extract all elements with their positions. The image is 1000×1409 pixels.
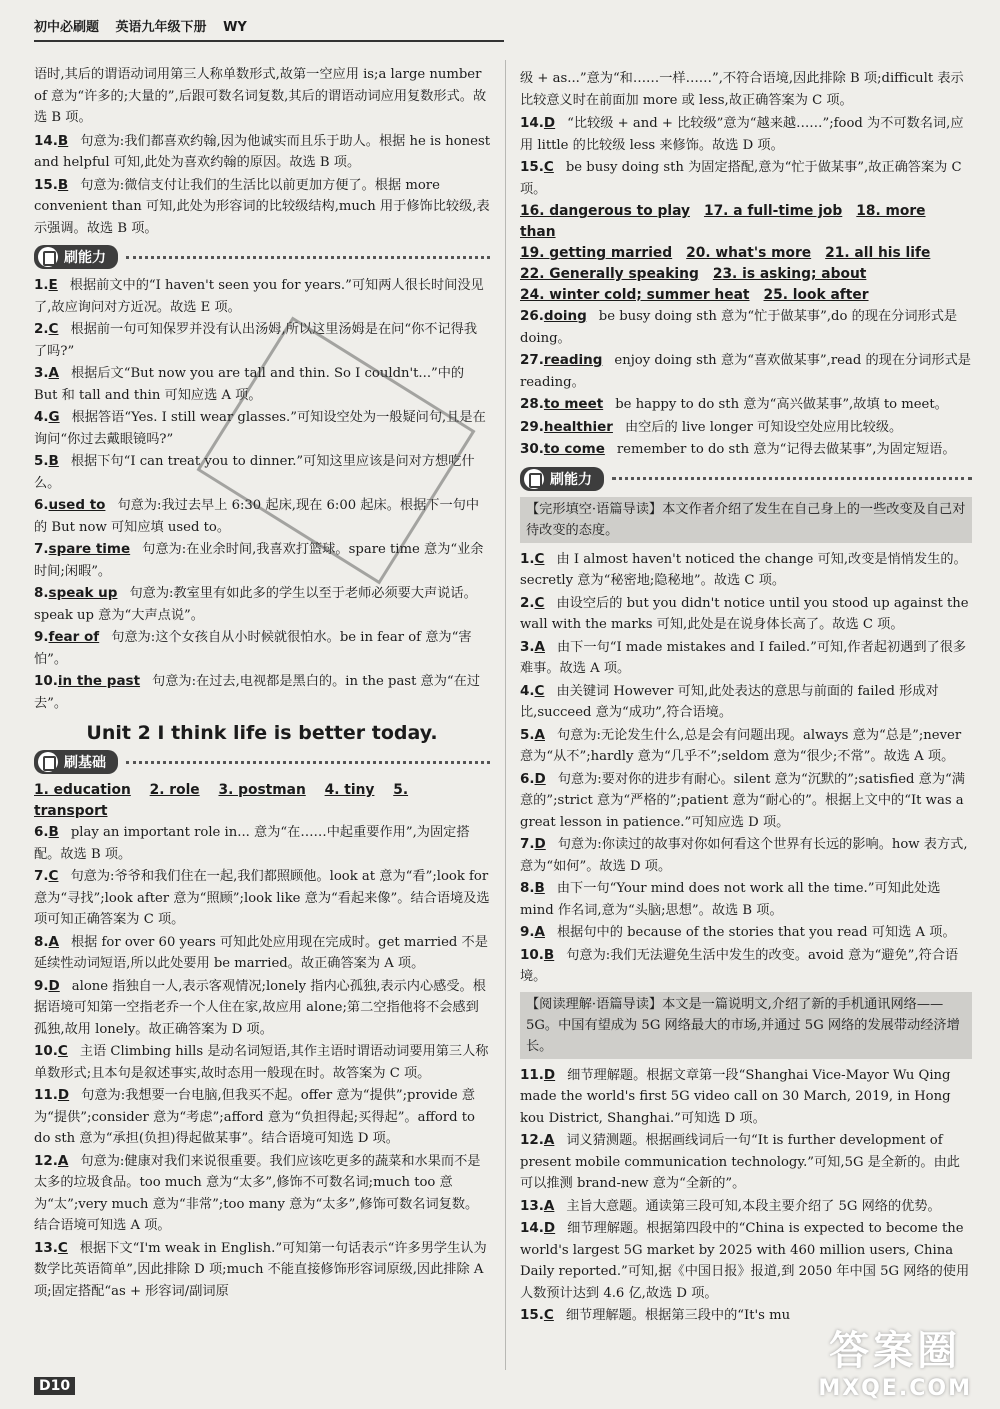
item-explanation: 根据句中的 because of the stories that you read 可知选 A 项。 xyxy=(556,925,956,940)
item-answer: A xyxy=(534,924,545,940)
answer-item xyxy=(34,175,490,240)
item-number: 3. xyxy=(520,638,535,655)
item-explanation: 由下一句“Your mind does not work all the time.”可知此处选 mind 作名词,意为“头脑;思想”。故选 B 项。 xyxy=(520,881,941,918)
answer-list-d xyxy=(520,1065,972,1327)
fill-answer: 17. a full-time job xyxy=(703,203,843,219)
dotted-rule xyxy=(126,761,490,764)
answer-item xyxy=(520,834,972,877)
item-number: 1. xyxy=(520,550,535,567)
item-explanation: 句意为:爷爷和我们住在一起,我们都照顾他。look at 意为“看”;look for 意为“寻找”;look after 意为“照顾”;look like 意为“看起来像”。结合语境及选项可知正确答案为 C 项。 xyxy=(34,869,490,927)
answer-item xyxy=(520,417,972,439)
answer-item xyxy=(520,637,972,680)
item-explanation: 根据前文中的“I haven't seen you for years.”可知两人很长时间没见了,故应询问对方近况。故选 E 项。 xyxy=(34,278,484,315)
item-answer: A xyxy=(534,638,545,655)
answer-item xyxy=(520,549,972,592)
item-number: 7. xyxy=(34,541,49,557)
answer-item xyxy=(34,671,490,714)
item-explanation: 句意为:这个女孩自从小时候就很怕水。be in fear of 意为“害怕”。 xyxy=(34,630,472,667)
fill-answer: 21. all his life xyxy=(825,245,931,261)
fill-answers xyxy=(520,201,972,306)
section-badge xyxy=(520,467,604,491)
answer-item xyxy=(520,1130,972,1195)
item-number: 1. xyxy=(34,277,49,293)
answer-item xyxy=(520,157,972,200)
item-explanation: 细节理解题。根据第四段中的“China is expected to become the world's largest 5G market by 2025 with 460 million users, China Daily reported.”可知,据《中国日报》报道,到 2050 年中国 5G 网络的使用人数预计达到 4.6 亿,故选 D 项。 xyxy=(520,1221,970,1301)
answer-item xyxy=(520,306,972,349)
item-answer: in the past xyxy=(57,673,141,689)
answer-item xyxy=(520,593,972,636)
item-number: 7. xyxy=(520,836,535,852)
page-number: D10 xyxy=(34,1377,75,1395)
item-answer: C xyxy=(48,868,59,884)
dotted-rule xyxy=(612,477,972,480)
item-explanation: 细节理解题。根据第三段中的“It's mu xyxy=(565,1308,791,1323)
item-explanation: 由空后的 live longer 可知设空处应用比较级。 xyxy=(624,419,903,435)
item-number: 15. xyxy=(34,176,58,193)
item-number: 11. xyxy=(34,1087,58,1103)
item-explanation: 由设空后的 but you didn't notice until you stood up against the wall with the marks 可知,此处是在说身体长高了。故选 C 项。 xyxy=(520,595,969,632)
answer-item xyxy=(520,1196,972,1218)
fill-row xyxy=(520,201,972,243)
answer-item xyxy=(34,976,490,1041)
item-answer: C xyxy=(48,321,59,337)
answer-item xyxy=(34,131,490,174)
item-answer: C xyxy=(543,1307,554,1323)
answer-item xyxy=(34,1151,490,1237)
item-answer: doing xyxy=(543,308,587,324)
answer-list-a xyxy=(34,131,490,240)
item-explanation: 根据下文“I'm weak in English.”可知第一句话表示“许多男学生认为数学比英语简单”,因此排除 D 项;much 不能直接修饰形容词原级,因此排除 A 项;固定搭配“as + 形容词/副词原 xyxy=(34,1240,487,1299)
item-number: 15. xyxy=(520,159,544,175)
answer-item xyxy=(520,394,972,416)
answer-item xyxy=(520,878,972,921)
item-number: 13. xyxy=(34,1239,58,1256)
pencil-icon xyxy=(38,247,58,267)
fill-row xyxy=(520,264,972,285)
item-number: 26. xyxy=(520,308,544,324)
item-answer: B xyxy=(534,880,545,896)
fill-row xyxy=(520,285,972,306)
item-number: 4. xyxy=(520,682,535,699)
fill-answer: 23. is asking; about xyxy=(712,266,867,282)
item-explanation: 词义猜测题。根据画线词后一句“It is further development of present mobile communication technology.”可知,5G 是全新的。由此可以推测 brand-new 意为“全新的”。 xyxy=(520,1133,960,1191)
section-badge-label: 刷能力 xyxy=(64,250,106,266)
item-number: 14. xyxy=(34,132,58,149)
item-answer: D xyxy=(534,836,546,852)
item-answer: E xyxy=(48,277,58,293)
item-explanation: 由下一句“I made mistakes and I failed.”可知,作者起初遇到了很多难事。故选 A 项。 xyxy=(520,639,967,676)
item-explanation: 句意为:教室里有如此多的学生以至于老师必须要大声说话。speak up 意为“大声点说”。 xyxy=(34,586,477,623)
item-explanation: 句意为:你读过的故事对你如何看这个世界有长远的影响。how 表方式,意为“如何”。故选 D 项。 xyxy=(520,837,968,874)
item-number: 5. xyxy=(520,726,535,743)
item-number: 2. xyxy=(520,594,535,611)
left-column xyxy=(34,64,490,1303)
answer-list-c xyxy=(520,549,972,988)
fill-answer: 22. Generally speaking xyxy=(520,266,699,282)
answer-item xyxy=(34,319,490,362)
item-answer: C xyxy=(534,594,545,611)
item-number: 14. xyxy=(520,115,544,131)
answer-list-c xyxy=(34,822,490,1302)
answer-item xyxy=(34,866,490,931)
item-answer: B xyxy=(543,946,555,963)
item-explanation: “比较级 + and + 比较级”意为“越来越……”;food 为不可数名词,应用 little 的比较级 less 来修饰。故选 D 项。 xyxy=(520,116,964,153)
item-answer: A xyxy=(543,1132,555,1148)
item-answer: C xyxy=(534,550,545,567)
item-answer: D xyxy=(543,1220,556,1236)
section-badge xyxy=(34,750,118,774)
item-answer: to come xyxy=(543,441,605,457)
item-answer: D xyxy=(48,977,60,994)
fill-answer: 20. what's more xyxy=(686,245,812,261)
answer-item xyxy=(520,945,972,988)
item-number: 10. xyxy=(34,1043,58,1059)
item-answer: healthier xyxy=(543,418,613,435)
item-number: 9. xyxy=(34,629,49,645)
item-explanation: 根据后文“But now you are tall and thin. So I couldn't...”中的 But 和 tall and thin 可知应选 A 项。 xyxy=(34,366,465,403)
item-answer: C xyxy=(57,1043,68,1059)
item-explanation: 句意为:要对你的进步有耐心。silent 意为“沉默的”;satisfied 意为“满意的”;strict 意为“严格的”;patient 意为“耐心的”。根据上文中的“It was a great lesson in patience.”可知应选 D 项。 xyxy=(520,771,965,830)
item-explanation: 根据答语“Yes. I still wear glasses.”可知设空处为一般疑问句,且是在询问“你过去戴眼镜吗?” xyxy=(34,410,486,447)
item-number: 4. xyxy=(34,409,49,425)
unit-title: Unit 2 I think life is better today. xyxy=(86,722,438,744)
answer-item xyxy=(34,275,490,318)
item-explanation: be busy doing sth 意为“忙于做某事”,do 的现在分词形式是 doing。 xyxy=(520,309,958,346)
cloze-guide: 【完形填空·语篇导读】本文作者介绍了发生在自己身上的一些改变及自己对待改变的态度。 xyxy=(520,497,972,543)
continued-paragraph: 级 + as...”意为“和……一样……”,不符合语境,因此排除 B 项;difficult 表示比较意义时在前面加 more 或 less,故正确答案为 C 项。 xyxy=(520,71,964,108)
item-answer: A xyxy=(534,726,545,743)
item-explanation: 句意为:我们都喜欢约翰,因为他诚实而且乐于助人。根据 he is honest and helpful 可知,此处为喜欢约翰的原因。故选 B 项。 xyxy=(34,133,491,170)
answer-item xyxy=(34,583,490,626)
fill-answer: 1. education xyxy=(34,782,131,798)
item-number: 12. xyxy=(520,1132,544,1148)
item-explanation: be busy doing sth 为固定搭配,意为“忙于做某事”,故正确答案为 C 项。 xyxy=(520,160,962,197)
item-answer: B xyxy=(57,132,69,149)
item-number: 9. xyxy=(34,977,49,994)
fill-answers xyxy=(34,780,490,822)
item-explanation: 句意为:无论发生什么,总是会有问题出现。always 意为“总是”;never 意为“从不”;hardly 意为“几乎不”;seldom 意为“很少;不常”。故选 A 项。 xyxy=(520,727,962,764)
answer-item xyxy=(34,932,490,975)
item-number: 30. xyxy=(520,441,544,457)
column-divider xyxy=(505,60,506,1370)
section-header-ability xyxy=(34,245,490,269)
answer-list-b xyxy=(520,306,972,461)
item-answer: B xyxy=(48,453,59,469)
item-number: 3. xyxy=(34,365,49,381)
item-answer: D xyxy=(543,1066,556,1083)
item-explanation: 句意为:在业余时间,我喜欢打篮球。spare time 意为“业余时间;闲暇”。 xyxy=(34,542,484,579)
item-answer: fear of xyxy=(48,629,100,645)
item-answer: D xyxy=(534,770,546,787)
item-explanation: 句意为:在过去,电视都是黑白的。in the past 意为“在过去”。 xyxy=(34,674,481,711)
item-number: 9. xyxy=(520,924,535,940)
answer-item xyxy=(34,1085,490,1150)
section-badge-label: 刷基础 xyxy=(64,755,106,771)
item-number: 10. xyxy=(34,673,58,689)
item-answer: B xyxy=(48,824,59,840)
answer-item xyxy=(34,1238,490,1303)
answer-item xyxy=(520,439,972,461)
watermark-line1: 答案圈 xyxy=(829,1328,962,1374)
watermark-line2: MXQE.COM xyxy=(818,1376,972,1401)
item-number: 13. xyxy=(520,1197,544,1214)
item-explanation: 由关键词 However 可知,此处表达的意思与前面的 failed 形成对比,succeed 意为“成功”,符合语境。 xyxy=(520,683,939,720)
item-explanation: 根据前一句可知保罗并没有认出汤姆,所以这里汤姆是在问“你不记得我了吗?” xyxy=(34,322,478,359)
item-explanation: 主旨大意题。通读第三段可知,本段主要介绍了 5G 网络的优势。 xyxy=(566,1198,941,1214)
item-answer: C xyxy=(543,159,554,175)
item-number: 6. xyxy=(34,824,49,840)
right-column xyxy=(520,68,972,1328)
item-number: 29. xyxy=(520,418,544,435)
item-answer: spare time xyxy=(48,541,131,557)
item-number: 8. xyxy=(520,880,535,896)
page-header xyxy=(34,16,504,42)
item-explanation: 句意为:我想要一台电脑,但我买不起。offer 意为“提供”;provide 意为“提供”;consider 意为“考虑”;afford 意为“负担得起;买得起”。afford to do sth 意为“承担(负担)得起做某事”。结合语境可知选 D 项。 xyxy=(34,1088,476,1146)
item-answer: A xyxy=(543,1197,555,1214)
item-explanation: 由 I almost haven't noticed the change 可知,改变是悄悄发生的。secretly 意为“秘密地;隐秘地”。故选 C 项。 xyxy=(520,551,967,588)
fill-answer: 19. getting married xyxy=(520,245,673,261)
item-explanation: be happy to do sth 意为“高兴做某事”,故填 to meet。 xyxy=(615,397,948,412)
item-answer: reading xyxy=(543,352,603,368)
fill-answer: 16. dangerous to play xyxy=(520,203,690,219)
item-answer: to meet xyxy=(543,396,604,412)
item-number: 12. xyxy=(34,1152,58,1169)
item-number: 11. xyxy=(520,1066,544,1083)
item-number: 15. xyxy=(520,1307,544,1323)
item-answer: A xyxy=(48,933,59,950)
item-explanation: alone 指独自一人,表示客观情况;lonely 指内心孤独,表示内心感受。根据语境可知第一空指老乔一个人住在家,故应用 alone;第二空指他将不会感到孤独,故用 lonely。故正确答案为 D 项。 xyxy=(34,978,486,1037)
item-explanation: 主语 Climbing hills 是动名词短语,其作主语时谓语动词要用第三人称单数形式;且本句是叙述事实,故时态用一般现在时。故答案为 C 项。 xyxy=(34,1044,489,1081)
item-answer: B xyxy=(57,176,69,193)
item-number: 8. xyxy=(34,585,49,601)
item-explanation: enjoy doing sth 意为“喜欢做某事”,read 的现在分词形式是 reading。 xyxy=(520,353,971,390)
answer-item xyxy=(34,1041,490,1084)
book-title: 初中必刷题 xyxy=(34,20,100,35)
item-number: 7. xyxy=(34,868,49,884)
dotted-rule xyxy=(126,256,490,259)
item-answer: D xyxy=(543,115,556,131)
section-badge xyxy=(34,245,118,269)
answer-list-a xyxy=(520,113,972,200)
answer-item xyxy=(520,681,972,724)
section-badge-label: 刷能力 xyxy=(550,471,592,488)
fill-answer: 24. winter cold; summer heat xyxy=(520,287,750,303)
item-answer: G xyxy=(48,409,60,425)
item-number: 14. xyxy=(520,1220,544,1236)
pencil-icon xyxy=(524,469,544,489)
fill-answer: 18. more than xyxy=(520,203,926,240)
subject-title: 英语九年级下册 xyxy=(115,20,207,35)
item-explanation: 句意为:健康对我们来说很重要。我们应该吃更多的蔬菜和水果而不是太多的垃圾食品。too much 意为“太多”,修饰不可数名词;much too 意为“太”;very much 意为“非常”;too many 意为“太多”,修饰可数名词复数。结合语境可知选 A 项。 xyxy=(34,1153,481,1233)
edition-label: WY xyxy=(223,20,247,35)
answer-item xyxy=(520,1218,972,1304)
answer-item xyxy=(520,769,972,834)
reading-guide: 【阅读理解·语篇导读】本文是一篇说明文,介绍了新的手机通讯网络——5G。中国有望成为 5G 网络最大的市场,并通过 5G 网络的发展带动经济增长。 xyxy=(520,992,972,1059)
answer-item xyxy=(34,539,490,582)
item-answer: C xyxy=(57,1239,68,1256)
answer-item xyxy=(520,350,972,393)
item-number: 5. xyxy=(34,453,49,469)
item-number: 6. xyxy=(34,497,49,513)
item-number: 10. xyxy=(520,946,544,963)
item-answer: A xyxy=(48,365,59,381)
fill-answer: 3. postman xyxy=(218,782,306,798)
pencil-icon xyxy=(38,752,58,772)
fill-answer: 2. role xyxy=(149,782,200,798)
item-number: 27. xyxy=(520,352,544,368)
fill-answer: 5. transport xyxy=(34,782,409,819)
item-explanation: 根据 for over 60 years 可知此处应用现在完成时。get married 不是延续性动词短语,所以此处要用 be married。故正确答案为 A 项。 xyxy=(34,934,488,971)
item-explanation: 句意为:我过去早上 6:30 起床,现在 6:00 起床。根据下一句中的 But now 可知应填 used to。 xyxy=(34,498,480,535)
item-answer: speak up xyxy=(48,585,118,601)
continued-paragraph: 语时,其后的谓语动词用第三人称单数形式,故第一空应用 is;a large number of 意为“许多的;大量的”,后跟可数名词复数,其后的谓语动词应用复数形式。故选 B 项。 xyxy=(34,67,487,125)
item-explanation: 细节理解题。根据文章第一段“Shanghai Vice-Mayor Wu Qing made the world's first 5G video call on 30 March, 2019, in Hong kou District, Shanghai.”可知选 D 项。 xyxy=(520,1067,951,1126)
item-explanation: play an important role in... 意为“在……中起重要作用”,为固定搭配。故选 B 项。 xyxy=(34,825,470,862)
item-explanation: 句意为:微信支付让我们的生活比以前更加方便了。根据 more convenient than 可知,此处为形容词的比较级结构,much 用于修饰比较级,表示强调。故选 B 项。 xyxy=(34,177,490,236)
answer-item xyxy=(520,725,972,768)
item-explanation: remember to do sth 意为“记得去做某事”,为固定短语。 xyxy=(616,442,956,457)
fill-answer: 25. look after xyxy=(763,287,869,303)
item-number: 28. xyxy=(520,396,544,412)
answer-item xyxy=(520,113,972,156)
item-number: 2. xyxy=(34,321,49,337)
section-header-basics xyxy=(34,750,490,774)
item-answer: A xyxy=(57,1152,69,1169)
fill-answer: 4. tiny xyxy=(324,782,375,798)
section-header-ability xyxy=(520,467,972,491)
item-number: 6. xyxy=(520,770,535,787)
answer-item xyxy=(520,1065,972,1130)
item-answer: C xyxy=(534,682,545,699)
fill-row xyxy=(520,243,972,264)
item-explanation: 句意为:我们无法避免生活中发生的改变。avoid 意为“避免”,符合语境。 xyxy=(520,947,959,984)
site-watermark xyxy=(818,1319,972,1401)
answer-item xyxy=(520,922,972,944)
item-explanation: 根据下句“I can treat you to dinner.”可知这里应该是问对方想吃什么。 xyxy=(34,454,475,491)
answer-item xyxy=(34,627,490,670)
answer-item xyxy=(34,822,490,865)
item-answer: used to xyxy=(48,497,106,513)
item-answer: D xyxy=(57,1087,70,1103)
item-number: 8. xyxy=(34,933,49,950)
